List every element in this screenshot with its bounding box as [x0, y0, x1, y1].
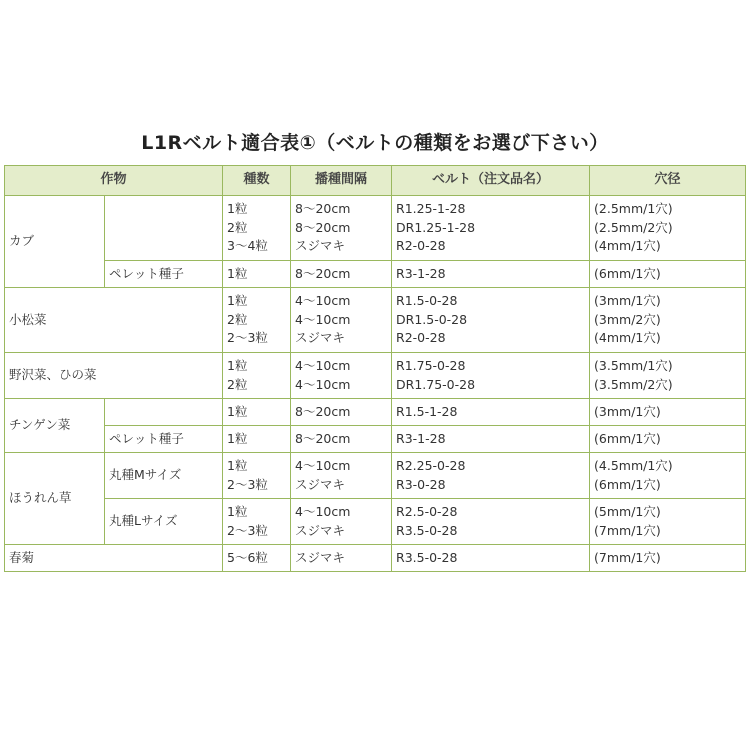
seed-count-value: 1粒 — [227, 265, 248, 281]
seed-count-value: 1粒 — [227, 458, 248, 473]
hole-value: (5mm/1穴) — [594, 504, 661, 519]
belt-value: R1.5-0-28 — [396, 293, 458, 309]
spacing-value: 4～10cm — [295, 358, 351, 373]
seed-count-value: 1粒 — [227, 201, 248, 217]
belt-value: DR1.75-0-28 — [396, 376, 476, 392]
belt-cell — [392, 399, 590, 426]
belt-cell — [392, 261, 590, 288]
table-row — [5, 453, 746, 499]
sub-cell: ペレット種子 — [105, 261, 223, 288]
table-row — [5, 261, 746, 288]
spacing-cell — [291, 288, 392, 353]
seed-count-value: 1粒 — [227, 403, 248, 419]
belt-cell — [392, 453, 590, 499]
hole-cell — [590, 353, 746, 399]
belt-value: DR1.25-1-28 — [396, 219, 476, 235]
seed-count-value: 1粒 — [227, 430, 248, 446]
crop-cell: カブ — [5, 196, 105, 288]
seed-count-cell — [223, 261, 291, 288]
belt-value: R2-0-28 — [396, 330, 446, 346]
seed-count-cell — [223, 545, 291, 572]
sub-cell: 丸種Mサイズ — [105, 453, 223, 499]
spacing-value: スジマキ — [295, 476, 346, 492]
seed-count-value: 2粒 — [227, 376, 248, 392]
table-row — [5, 399, 746, 426]
header-row — [5, 166, 746, 196]
hole-value: (4mm/1穴) — [594, 330, 661, 346]
table-row — [5, 196, 746, 261]
belt-value: R2.25-0-28 — [396, 458, 466, 473]
seed-count-value: 2～3粒 — [227, 476, 268, 492]
belt-value: DR1.5-0-28 — [396, 311, 468, 327]
spacing-cell — [291, 399, 392, 426]
belt-value: R3-1-28 — [396, 430, 446, 446]
hole-value: (3mm/2穴) — [594, 311, 661, 327]
seed-count-cell — [223, 453, 291, 499]
belt-value: R1.75-0-28 — [396, 358, 466, 373]
spacing-value: 8～20cm — [295, 430, 351, 446]
sub-cell — [105, 196, 223, 261]
hole-value: (3.5mm/2穴) — [594, 376, 673, 392]
belt-cell — [392, 545, 590, 572]
seed-count-cell — [223, 399, 291, 426]
hole-value: (4mm/1穴) — [594, 238, 661, 254]
belt-compatibility-table — [4, 165, 746, 572]
spacing-value: スジマキ — [295, 330, 346, 346]
crop-cell: チンゲン菜 — [5, 399, 105, 453]
crop-cell: 野沢菜、ひの菜 — [5, 353, 223, 399]
table-row — [5, 545, 746, 572]
hole-cell — [590, 261, 746, 288]
belt-value: R3.5-0-28 — [396, 549, 458, 565]
header-hole: 穴径 — [590, 166, 746, 196]
table-row — [5, 499, 746, 545]
seed-count-value: 2粒 — [227, 311, 248, 327]
seed-count-cell — [223, 499, 291, 545]
spacing-value: 8～20cm — [295, 403, 351, 419]
hole-value: (2.5mm/1穴) — [594, 201, 673, 217]
hole-value: (6mm/1穴) — [594, 476, 661, 492]
belt-value: R3-1-28 — [396, 265, 446, 281]
hole-cell — [590, 545, 746, 572]
sub-cell — [105, 399, 223, 426]
belt-value: R1.5-1-28 — [396, 403, 458, 419]
spacing-value: 4～10cm — [295, 293, 351, 309]
hole-value: (6mm/1穴) — [594, 265, 661, 281]
spacing-value: スジマキ — [295, 238, 346, 254]
hole-value: (3mm/1穴) — [594, 293, 661, 309]
seed-count-value: 2～3粒 — [227, 330, 268, 346]
belt-value: R2.5-0-28 — [396, 504, 458, 519]
belt-cell — [392, 196, 590, 261]
belt-value: R1.25-1-28 — [396, 201, 466, 217]
hole-cell — [590, 426, 746, 453]
belt-cell — [392, 353, 590, 399]
hole-value: (3mm/1穴) — [594, 403, 661, 419]
spacing-cell — [291, 353, 392, 399]
spacing-value: 4～10cm — [295, 311, 351, 327]
spacing-cell — [291, 545, 392, 572]
sub-cell: 丸種Lサイズ — [105, 499, 223, 545]
seed-count-cell — [223, 196, 291, 261]
spacing-value: 4～10cm — [295, 376, 351, 392]
crop-cell: 春菊 — [5, 545, 223, 572]
spacing-value: 4～10cm — [295, 458, 351, 473]
seed-count-cell — [223, 353, 291, 399]
hole-value: (7mm/1穴) — [594, 549, 661, 565]
spacing-cell — [291, 196, 392, 261]
hole-value: (2.5mm/2穴) — [594, 219, 673, 235]
crop-cell: 小松菜 — [5, 288, 223, 353]
spacing-value: 8～20cm — [295, 201, 351, 217]
hole-value: (3.5mm/1穴) — [594, 358, 673, 373]
header-spacing: 播種間隔 — [291, 166, 392, 196]
hole-value: (6mm/1穴) — [594, 430, 661, 446]
header-seed-count: 種数 — [223, 166, 291, 196]
hole-cell — [590, 399, 746, 426]
spacing-value: スジマキ — [295, 549, 346, 565]
seed-count-value: 5～6粒 — [227, 549, 268, 565]
seed-count-cell — [223, 426, 291, 453]
hole-value: (7mm/1穴) — [594, 522, 661, 538]
spacing-cell — [291, 261, 392, 288]
belt-cell — [392, 288, 590, 353]
belt-value: R2-0-28 — [396, 238, 446, 254]
seed-count-value: 2～3粒 — [227, 522, 268, 538]
seed-count-value: 1粒 — [227, 358, 248, 373]
sub-cell: ペレット種子 — [105, 426, 223, 453]
table-row — [5, 288, 746, 353]
header-crop: 作物 — [5, 166, 223, 196]
belt-cell — [392, 426, 590, 453]
seed-count-value: 1粒 — [227, 504, 248, 519]
hole-cell — [590, 499, 746, 545]
spacing-value: 8～20cm — [295, 219, 351, 235]
table-row — [5, 353, 746, 399]
hole-value: (4.5mm/1穴) — [594, 458, 673, 473]
page-title: L1Rベルト適合表①（ベルトの種類をお選び下さい） — [141, 132, 609, 154]
seed-count-value: 1粒 — [227, 293, 248, 309]
seed-count-value: 2粒 — [227, 219, 248, 235]
hole-cell — [590, 453, 746, 499]
spacing-cell — [291, 453, 392, 499]
belt-value: R3.5-0-28 — [396, 522, 458, 538]
header-belt: ベルト（注文品名） — [392, 166, 590, 196]
table-row — [5, 426, 746, 453]
hole-cell — [590, 288, 746, 353]
seed-count-value: 3～4粒 — [227, 238, 268, 254]
hole-cell — [590, 196, 746, 261]
spacing-value: スジマキ — [295, 522, 346, 538]
spacing-value: 4～10cm — [295, 504, 351, 519]
spacing-cell — [291, 499, 392, 545]
spacing-value: 8～20cm — [295, 265, 351, 281]
belt-cell — [392, 499, 590, 545]
seed-count-cell — [223, 288, 291, 353]
spacing-cell — [291, 426, 392, 453]
belt-value: R3-0-28 — [396, 476, 446, 492]
crop-cell: ほうれん草 — [5, 453, 105, 545]
